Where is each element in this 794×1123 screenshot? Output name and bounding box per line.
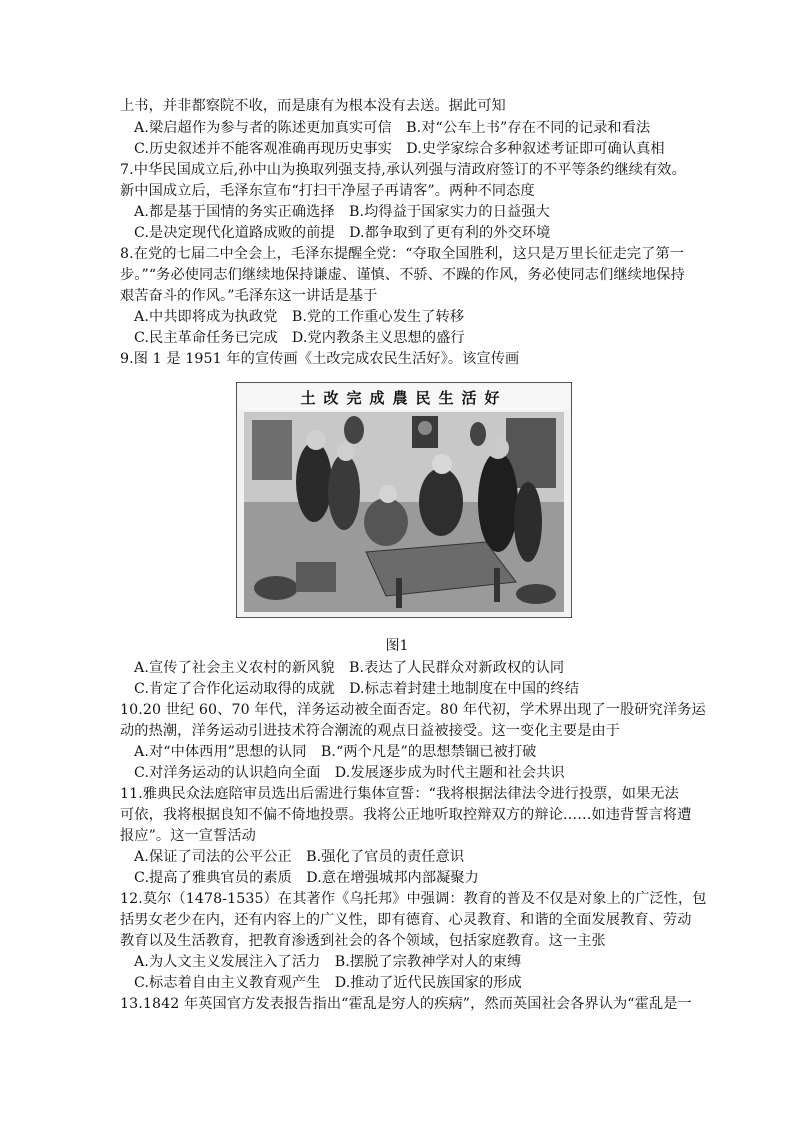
q11-option-ab: A.保证了司法的公平公正 B.强化了官员的责任意识 [134, 849, 465, 865]
question-11-stem-3: 报应”。这一宣誓活动 [120, 828, 256, 844]
q8-option-cd: C.民主革命任务已完成 D.党内教条主义思想的盛行 [134, 330, 465, 346]
q10-option-cd: C.对洋务运动的认识趋向全面 D.发展逐步成为时代主题和社会共识 [134, 765, 565, 781]
q9-option-cd: C.肯定了合作化运动取得的成就 D.标志着封建土地制度在中国的终结 [134, 681, 579, 697]
poster-title: 土改完成農民生活好 [300, 389, 508, 407]
question-9-stem: 9.图 1 是 1951 年的宣传画《土改完成农民生活好》。该宣传画 [120, 351, 520, 367]
question-7-stem-2: 新中国成立后，毛泽东宣布“打扫干净屋子再请客”。两种不同态度 [120, 183, 535, 199]
q6-option-cd: C.历史叙述并不能客观准确再现历史事实 D.史学家综合多种叙述考证即可确认真相 [134, 141, 665, 157]
q8-option-ab: A.中共即将成为执政党 B.党的工作重心发生了转移 [134, 309, 465, 325]
question-10-stem-2: 动的热潮，洋务运动引进技术符合潮流的观点日益被接受。这一变化主要是由于 [120, 723, 621, 739]
question-8-stem-3: 艰苦奋斗的作风。”毛泽东这一讲话是基于 [120, 288, 378, 304]
question-11-stem-2: 可依，我将根据良知不偏不倚地投票。我将公正地听取控辩双方的辩论……如违背誓言将遭 [120, 807, 692, 823]
question-10-stem: 10.20 世纪 60、70 年代，洋务运动被全面否定。80 年代初，学术界出现了一股研究洋务运 [120, 702, 706, 718]
q12-option-ab: A.为人文主义发展注入了活力 B.摆脱了宗教神学对人的束缚 [134, 954, 522, 970]
q7-option-ab: A.都是基于国情的务实正确选择 B.均得益于国家实力的日益强大 [134, 204, 550, 220]
question-8-stem: 8.在党的七届二中全会上，毛泽东提醒全党：“夺取全国胜利，这只是万里长征走完了第一 [120, 246, 685, 262]
figure-caption: 图1 [385, 638, 409, 654]
q12-option-cd: C.标志着自由主义教育观产生 D.推动了近代民族国家的形成 [134, 975, 522, 991]
question-6-stem-tail: 上书，并非都察院不收，而是康有为根本没有去送。据此可知 [120, 98, 506, 114]
question-13-stem: 13.1842 年英国官方发表报告指出“霍乱是穷人的疾病”，然而英国社会各界认为“霍乱是一 [120, 996, 692, 1012]
question-12-stem: 12.莫尔（1478-1535）在其著作《乌托邦》中强调：教育的普及不仅是对象上的广泛性，包 [120, 891, 707, 907]
question-8-stem-2: 步。”“务必使同志们继续地保持谦虚、谨慎、不骄、不躁的作风，务必使同志们继续地保持 [120, 267, 685, 283]
poster-image [236, 382, 572, 618]
q6-option-ab: A.梁启超作为参与者的陈述更加真实可信 B.对“公车上书”存在不同的记录和看法 [134, 120, 651, 136]
q9-option-ab: A.宣传了社会主义农村的新风貌 B.表达了人民群众对新政权的认同 [134, 660, 565, 676]
q10-option-ab: A.对“中体西用”思想的认同 B.“两个凡是”的思想禁锢已被打破 [134, 744, 537, 760]
propaganda-poster-figure [236, 382, 572, 618]
q7-option-cd: C.是决定现代化道路成败的前提 D.都争取到了更有利的外交环境 [134, 225, 551, 241]
question-12-stem-2: 括男女老少在内，还有内容上的广义性，即有德育、心灵教育、和谐的全面发展教育、劳动 [120, 912, 692, 928]
question-12-stem-3: 教育以及生活教育，把教育渗透到社会的各个领域，包括家庭教育。这一主张 [120, 933, 606, 949]
question-11-stem: 11.雅典民众法庭陪审员选出后需进行集体宣誓：“我将根据法律法令进行投票，如果无法 [120, 786, 679, 802]
question-7-stem: 7.中华民国成立后,孙中山为换取列强支持,承认列强与清政府签订的不平等条约继续有效。 [120, 162, 686, 178]
q11-option-cd: C.提高了雅典官员的素质 D.意在增强城邦内部凝聚力 [134, 870, 479, 886]
